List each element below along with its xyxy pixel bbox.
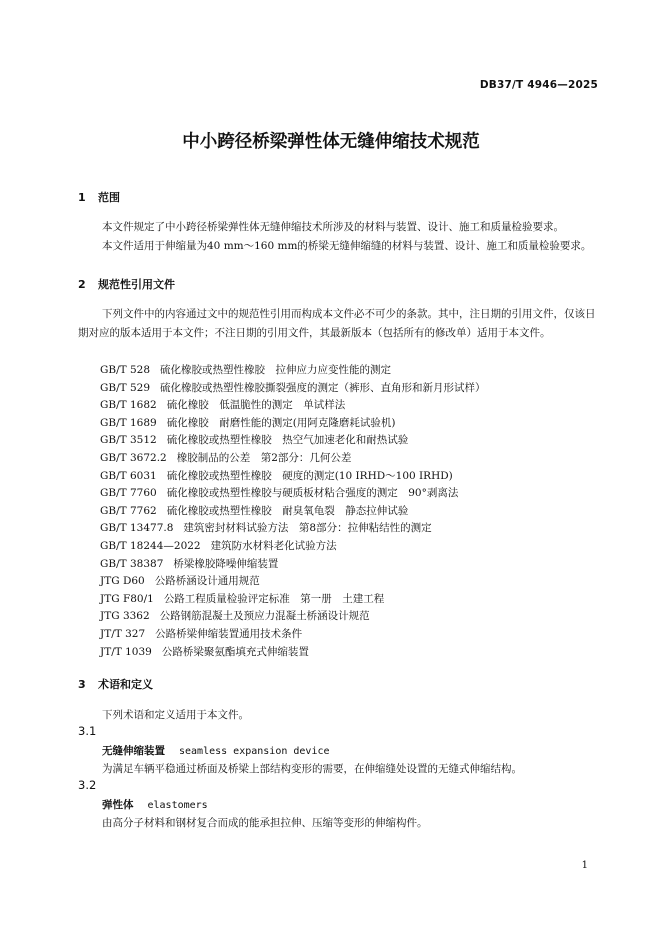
reference-item bbox=[100, 415, 395, 430]
reference-title: 硫化橡胶或热塑性橡胶 耐臭氧龟裂 静态拉伸试验 bbox=[166, 504, 409, 517]
reference-item bbox=[100, 626, 302, 641]
reference-item bbox=[100, 362, 391, 377]
reference-item bbox=[100, 503, 408, 518]
reference-item bbox=[100, 432, 408, 447]
reference-code: GB/T 7762 bbox=[100, 504, 157, 517]
term-definition: 由高分子材料和钢材复合而成的能承担拉伸、压缩等变形的伸缩构件。 bbox=[102, 817, 428, 829]
paragraph: 本文件适用于伸缩量为40 mm～160 mm的桥梁无缝伸缩缝的材料与装置、设计、施工和质量检验要求。 bbox=[102, 240, 592, 252]
reference-title: 公路桥梁伸缩装置通用技术条件 bbox=[155, 628, 303, 640]
reference-title: 硫化橡胶或热塑性橡胶 热空气加速老化和耐热试验 bbox=[166, 434, 409, 447]
reference-title: 建筑密封材料试验方法 第8部分：拉伸粘结性的测定 bbox=[183, 522, 432, 535]
term-name-zh: 无缝伸缩装置 bbox=[102, 745, 165, 757]
reference-title: 桥梁橡胶降噪伸缩装置 bbox=[173, 557, 279, 570]
page-number: 1 bbox=[581, 860, 588, 871]
reference-title: 硫化橡胶 耐磨性能的测定(用阿克隆磨耗试验机) bbox=[166, 416, 396, 429]
reference-item bbox=[100, 644, 309, 659]
reference-item bbox=[100, 380, 486, 395]
reference-item bbox=[100, 450, 351, 465]
paragraph: 本文件规定了中小跨径桥梁弹性体无缝伸缩技术所涉及的材料与装置、设计、施工和质量检验要求。 bbox=[102, 221, 564, 233]
reference-code: JTG F80/1 bbox=[100, 592, 154, 605]
term-definition: 为满足车辆平稳通过桥面及桥梁上部结构变形的需要，在伸缩缝处设置的无缝式伸缩结构。 bbox=[102, 763, 522, 775]
term-name-zh: 弹性体 bbox=[102, 799, 134, 811]
term-name-en: seamless expansion device bbox=[179, 746, 330, 757]
term-number: 3.1 bbox=[78, 724, 97, 738]
reference-code: GB/T 528 bbox=[100, 364, 151, 376]
page-title: 中小跨径桥梁弹性体无缝伸缩技术规范 bbox=[182, 132, 480, 152]
document-code: DB37/T 4946—2025 bbox=[479, 79, 598, 91]
section-title: 术语和定义 bbox=[98, 678, 153, 691]
term-number: 3.2 bbox=[78, 778, 97, 792]
reference-title: 硫化橡胶 低温脆性的测定 单试样法 bbox=[166, 399, 346, 412]
reference-title: 硫化橡胶或热塑性橡胶 拉伸应力应变性能的测定 bbox=[160, 364, 392, 376]
paragraph: 下列术语和定义适用于本文件。 bbox=[102, 709, 249, 721]
section-number: 1 bbox=[78, 191, 86, 204]
reference-title: 建筑防水材料老化试验方法 bbox=[210, 540, 337, 552]
reference-title: 硫化橡胶或热塑性橡胶与硬质板材粘合强度的测定 90°剥离法 bbox=[166, 487, 459, 500]
reference-item bbox=[100, 538, 337, 553]
term-name-en: elastomers bbox=[147, 800, 208, 811]
reference-item bbox=[100, 556, 278, 571]
reference-code: GB/T 3672.2 bbox=[100, 452, 167, 464]
reference-title: 公路钢筋混凝土及预应力混凝土桥涵设计规范 bbox=[159, 610, 370, 623]
reference-title: 公路桥梁聚氨酯填充式伸缩装置 bbox=[161, 645, 309, 658]
section-heading-normative-references bbox=[78, 276, 175, 292]
term-name bbox=[102, 743, 330, 758]
reference-item bbox=[100, 608, 370, 623]
term-name bbox=[102, 797, 208, 812]
reference-item bbox=[100, 397, 345, 412]
reference-code: GB/T 529 bbox=[100, 381, 151, 394]
section-title: 范围 bbox=[98, 191, 120, 204]
reference-code: GB/T 7760 bbox=[100, 487, 157, 500]
reference-item bbox=[100, 468, 453, 483]
reference-code: GB/T 1682 bbox=[100, 399, 157, 412]
reference-code: GB/T 1689 bbox=[100, 416, 157, 429]
reference-title: 公路工程质量检验评定标准 第一册 土建工程 bbox=[163, 592, 385, 605]
reference-title: 硫化橡胶或热塑性橡胶 硬度的测定(10 IRHD～100 IRHD) bbox=[166, 469, 453, 482]
section-heading-terms bbox=[78, 676, 153, 692]
reference-title: 硫化橡胶或热塑性橡胶撕裂强度的测定（裤形、直角形和新月形试样） bbox=[160, 381, 486, 394]
reference-code: GB/T 18244—2022 bbox=[100, 540, 201, 552]
reference-code: GB/T 13477.8 bbox=[100, 522, 174, 535]
section-heading-scope bbox=[78, 189, 120, 205]
reference-code: GB/T 6031 bbox=[100, 469, 157, 482]
reference-title: 橡胶制品的公差 第2部分：几何公差 bbox=[176, 452, 352, 464]
section-number: 2 bbox=[78, 278, 86, 291]
reference-code: GB/T 38387 bbox=[100, 557, 164, 570]
paragraph: 下列文件中的内容通过文中的规范性引用而构成本文件必不可少的条款。其中，注日期的引用文件，仅该日期对应的版本适用于本文件；不注日期的引用文件，其最新版本（包括所有的修改单）适用于本文件。 bbox=[78, 308, 596, 339]
reference-code: JT/T 1039 bbox=[100, 645, 152, 658]
reference-item bbox=[100, 520, 432, 535]
section-number: 3 bbox=[78, 678, 86, 691]
reference-code: JT/T 327 bbox=[100, 628, 146, 640]
reference-code: GB/T 3512 bbox=[100, 434, 157, 447]
reference-item bbox=[100, 591, 384, 606]
reference-title: 公路桥涵设计通用规范 bbox=[154, 575, 260, 588]
reference-code: JTG 3362 bbox=[100, 610, 150, 623]
reference-code: JTG D60 bbox=[100, 575, 145, 588]
reference-item bbox=[100, 573, 260, 588]
section-title: 规范性引用文件 bbox=[98, 278, 175, 291]
reference-item bbox=[100, 485, 458, 500]
